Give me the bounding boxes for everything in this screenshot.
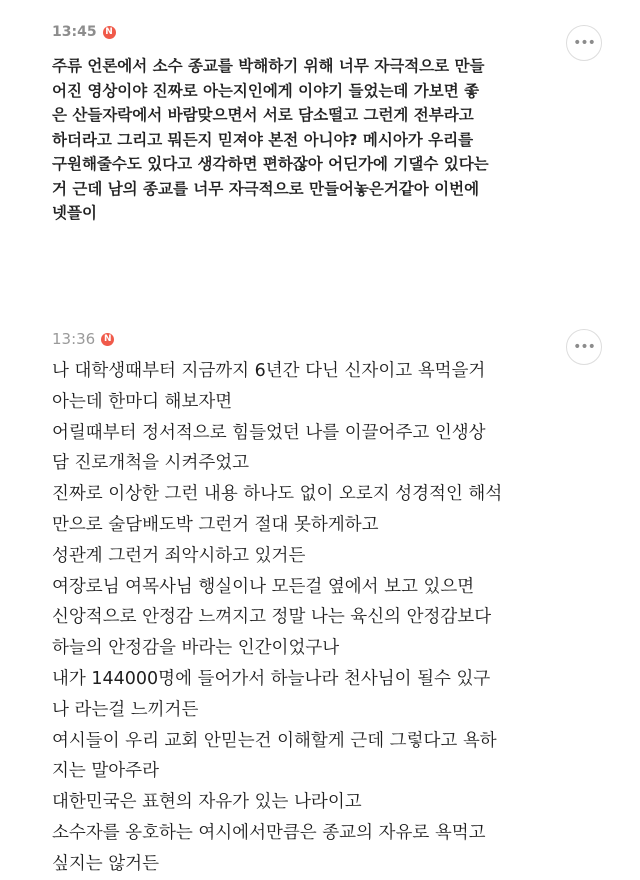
comment-meta bbox=[52, 24, 116, 40]
new-badge: N bbox=[101, 333, 114, 346]
comment-meta bbox=[52, 330, 114, 348]
comment-timestamp: 13:36 bbox=[52, 330, 96, 348]
comment-text: 나 대학생때부터 지금까지 6년간 다닌 신자이고 욕먹을거 아는데 한마디 해보자면 어릴때부터 정서적으로 힘들었던 나를 이끌어주고 인생상 담 진로개척을 시켜주었고 진짜로 이상한 그런 내용 하나도 없이 오로지 성경적인 해석 만으로 술담배도박 그런거 절대 못하게하고 성관계 그런거 죄악시하고 있거든 여장로님 여목사님 행실이나 모든걸 옆에서 보고 있으면 신앙적으로 안정감 느껴지고 정말 나는 육신의 안정감보다 하늘의 안정감을 바라는 인간이었구나 내가 144000명에 들어가서 하늘나라 천사님이 될수 있구 나 라는걸 느끼거든 여시들이 우리 교회 안믿는건 이해할게 근데 그렇다고 욕하 지는 말아주라 대한민국은 표현의 자유가 있는 나라이고 소수자를 옹호하는 여시에서만큼은 종교의 자유로 욕먹고 싶지는 않거든 bbox=[52, 361, 503, 874]
comment-text: 주류 언론에서 소수 종교를 박해하기 위해 너무 자극적으로 만들 어진 영상이야 진짜로 아는지인에게 이야기 들었는데 가보면 좋 은 산들자락에서 바람맞으면서 서로 담소떨고 그런게 전부라고 하더라고 그리고 뭐든지 믿져야 본전 아니야? 메시아가 우리를 구원해줄수도 있다고 생각하면 편하잖아 어딘가에 기댈수 있다는 거 근데 남의 종교를 너무 자극적으로 만들어놓은거같아 이번에 넷플이 bbox=[52, 57, 489, 222]
more-dots-icon: ••• bbox=[573, 35, 595, 51]
comment-timestamp: 13:45 bbox=[52, 24, 97, 40]
more-dots-icon: ••• bbox=[573, 339, 595, 355]
new-badge: N bbox=[103, 26, 116, 39]
